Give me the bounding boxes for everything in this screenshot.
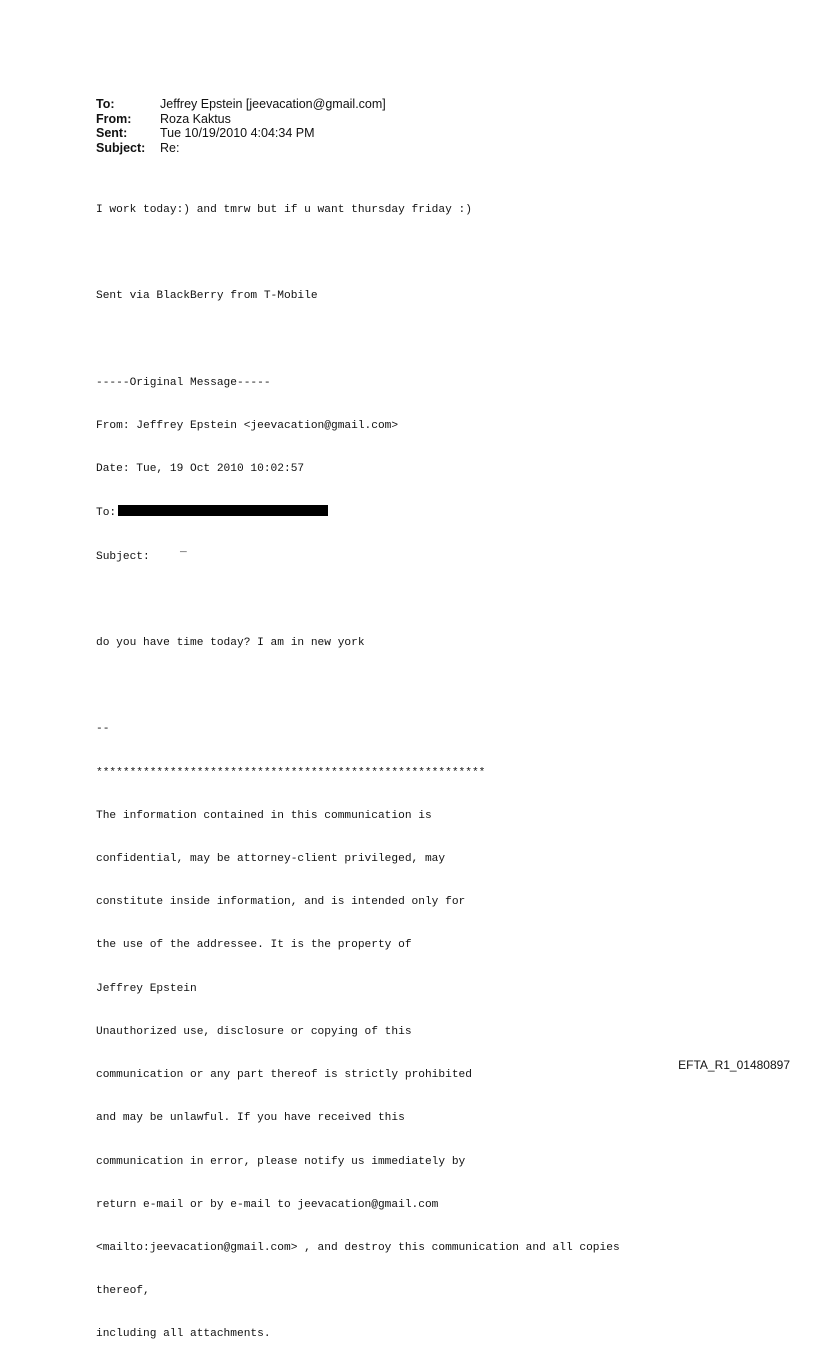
original-separator: -----Original Message-----	[96, 376, 271, 389]
header-from-label: From:	[96, 111, 132, 126]
stray-mark: _	[180, 542, 187, 555]
original-from-line: From: Jeffrey Epstein <jeevacation@gmail.com>	[96, 419, 399, 432]
document-id: EFTA_R1_01480897	[678, 1058, 790, 1072]
disclaimer-line: The information contained in this communication is	[96, 809, 432, 822]
disclaimer-line: Jeffrey Epstein	[96, 982, 197, 995]
disclaimer-line: communication or any part thereof is strictly prohibited	[96, 1069, 472, 1082]
original-message: do you have time today? I am in new york	[96, 636, 365, 649]
header-sent-value: Tue 10/19/2010 4:04:34 PM	[160, 126, 315, 140]
header-subject-value: Re:	[160, 140, 180, 155]
disclaimer-line: return e-mail or by e-mail to jeevacation@gmail.com	[96, 1198, 439, 1211]
header-from-row	[96, 112, 386, 127]
header-to-value: Jeffrey Epstein [jeevacation@gmail.com]	[160, 97, 386, 111]
original-subject-line: Subject:	[96, 550, 150, 563]
reply-signature: Sent via BlackBerry from T-Mobile	[96, 290, 318, 303]
disclaimer-stars: **********************************************************	[96, 766, 486, 779]
disclaimer-line: <mailto:jeevacation@gmail.com> , and destroy this communication and all copies	[96, 1242, 620, 1254]
email-body	[96, 174, 796, 1356]
disclaimer-line: communication in error, please notify us immediately by	[96, 1155, 466, 1168]
reply-text: I work today:) and tmrw but if u want thursday friday :)	[96, 203, 472, 216]
header-subject-label: Subject:	[96, 140, 146, 155]
disclaimer-line: the use of the addressee. It is the property of	[96, 939, 412, 952]
original-to-line	[96, 505, 796, 520]
header-to-label: To:	[96, 97, 115, 111]
header-to-row	[96, 97, 386, 112]
header-from-value: Roza Kaktus	[160, 111, 231, 126]
original-to-label: To:	[96, 507, 117, 520]
disclaimer-line: constitute inside information, and is intended only for	[96, 896, 466, 909]
disclaimer-line: confidential, may be attorney-client privileged, may	[96, 853, 446, 866]
redaction-box	[118, 505, 328, 516]
header-subject-row	[96, 141, 386, 156]
disclaimer-line: and may be unlawful. If you have received this	[96, 1112, 405, 1125]
disclaimer-line: Unauthorized use, disclosure or copying of this	[96, 1025, 412, 1038]
original-date-line: Date: Tue, 19 Oct 2010 10:02:57	[96, 463, 305, 476]
disclaimer-line: including all attachments.	[96, 1328, 271, 1341]
original-subject-row	[96, 542, 796, 564]
disclaimer-line: thereof,	[96, 1285, 150, 1298]
header-sent-row	[96, 126, 386, 141]
email-header	[96, 97, 386, 155]
disclaimer-dashes: --	[96, 723, 110, 736]
header-sent-label: Sent:	[96, 126, 128, 140]
